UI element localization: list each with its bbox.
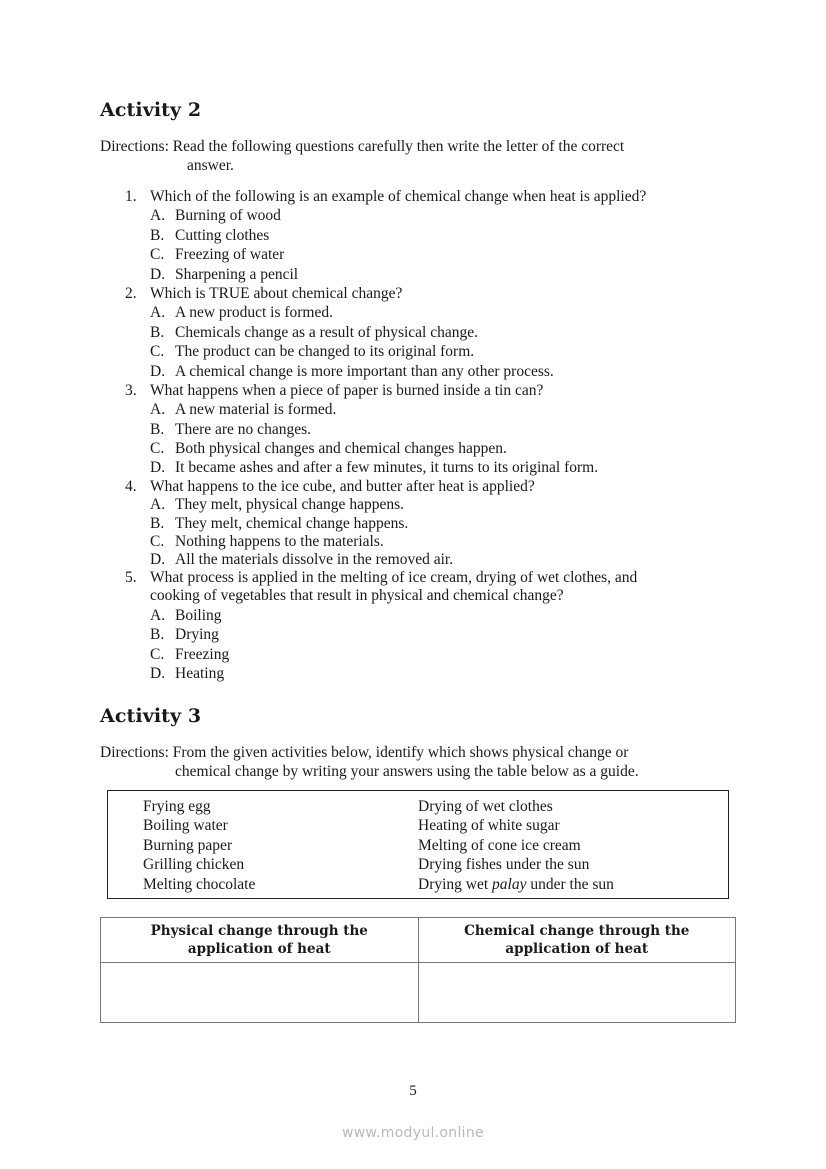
option-text: It became ashes and after a few minutes, it turns to its original form. bbox=[175, 459, 599, 477]
option bbox=[125, 664, 745, 683]
question-number: 2. bbox=[125, 284, 137, 302]
option-letter: B. bbox=[150, 626, 165, 644]
activity-text-italic: palay bbox=[492, 875, 527, 893]
activity-item: Heating of white sugar bbox=[418, 817, 560, 835]
activities-right-column bbox=[418, 797, 614, 894]
question-5 bbox=[125, 569, 745, 587]
option-letter: B. bbox=[150, 514, 165, 532]
option bbox=[125, 400, 745, 419]
option bbox=[125, 551, 745, 569]
activity-3-title: Activity 3 bbox=[100, 705, 202, 727]
option bbox=[125, 245, 745, 264]
option bbox=[125, 533, 745, 551]
option-text: Heating bbox=[175, 664, 225, 682]
option bbox=[125, 606, 745, 625]
option-text: Chemicals change as a result of physical change. bbox=[175, 323, 478, 341]
option-text: A new material is formed. bbox=[175, 401, 337, 419]
option-text: Sharpening a pencil bbox=[175, 265, 299, 283]
option bbox=[125, 265, 745, 284]
page-number: 5 bbox=[409, 1083, 417, 1099]
option bbox=[125, 515, 745, 533]
question-text: What process is applied in the melting of ice cream, drying of wet clothes, and bbox=[150, 569, 638, 587]
question-text: Which is TRUE about chemical change? bbox=[150, 284, 403, 302]
option-letter: C. bbox=[150, 440, 165, 458]
chemical-change-answer-cell[interactable] bbox=[418, 963, 736, 1023]
question-2 bbox=[125, 284, 745, 303]
option-letter: A. bbox=[150, 207, 166, 225]
activity-text: Drying wet bbox=[418, 875, 493, 893]
activity-2-directions bbox=[100, 137, 624, 175]
option-text: They melt, chemical change happens. bbox=[175, 514, 409, 532]
option-text: The product can be changed to its original form. bbox=[175, 343, 475, 361]
option-text: Both physical changes and chemical changes happen. bbox=[175, 440, 507, 458]
question-text: What happens when a piece of paper is burned inside a tin can? bbox=[150, 381, 544, 399]
watermark: www.modyul.online bbox=[342, 1125, 484, 1141]
question-3 bbox=[125, 381, 745, 400]
question-number: 4. bbox=[125, 477, 137, 495]
option-letter: C. bbox=[150, 246, 165, 264]
physical-change-header bbox=[101, 918, 419, 963]
option-letter: D. bbox=[150, 550, 166, 568]
option-text: A chemical change is more important than any other process. bbox=[175, 362, 554, 380]
option bbox=[125, 226, 745, 245]
option bbox=[125, 645, 745, 664]
option bbox=[125, 420, 745, 439]
option bbox=[125, 625, 745, 644]
activity-item: Drying fishes under the sun bbox=[418, 856, 590, 874]
option-text: Nothing happens to the materials. bbox=[175, 532, 384, 550]
activity-item: Drying of wet clothes bbox=[418, 798, 553, 815]
option-letter: A. bbox=[150, 401, 166, 419]
question-number: 3. bbox=[125, 381, 137, 399]
directions-text: Directions: Read the following questions carefully then write the letter of the correct bbox=[100, 138, 625, 155]
directions-text-cont: chemical change by writing your answers using the table below as a guide. bbox=[175, 763, 639, 780]
option-letter: D. bbox=[150, 459, 166, 477]
question-text: What happens to the ice cube, and butter after heat is applied? bbox=[150, 477, 535, 495]
physical-change-answer-cell[interactable] bbox=[101, 963, 419, 1023]
activity-3-directions bbox=[100, 743, 639, 781]
option bbox=[125, 206, 745, 225]
answer-table bbox=[100, 917, 736, 1023]
question-1 bbox=[125, 187, 745, 206]
question-list bbox=[125, 187, 745, 683]
header-line: Chemical change through the bbox=[464, 923, 690, 939]
option bbox=[125, 342, 745, 361]
option-letter: D. bbox=[150, 664, 166, 682]
activity-item: Melting of cone ice cream bbox=[418, 836, 581, 854]
option-letter: D. bbox=[150, 362, 166, 380]
chemical-change-header bbox=[418, 918, 736, 963]
option-letter: B. bbox=[150, 226, 165, 244]
header-line: application of heat bbox=[505, 941, 649, 957]
option-text: Boiling bbox=[175, 606, 222, 624]
option-letter: C. bbox=[150, 343, 165, 361]
option bbox=[125, 496, 745, 514]
activity-item: Burning paper bbox=[143, 836, 233, 854]
option-text: Freezing bbox=[175, 645, 230, 663]
option-letter: C. bbox=[150, 532, 165, 550]
option-letter: B. bbox=[150, 420, 165, 438]
option bbox=[125, 303, 745, 322]
activity-text: under the sun bbox=[526, 875, 614, 893]
question-4 bbox=[125, 478, 745, 497]
option-text: They melt, physical change happens. bbox=[175, 496, 404, 514]
header-line: Physical change through the bbox=[150, 923, 368, 939]
option-letter: A. bbox=[150, 304, 166, 322]
option bbox=[125, 458, 745, 477]
activity-item: Melting chocolate bbox=[143, 875, 256, 893]
option-letter: A. bbox=[150, 496, 166, 514]
option-text: All the materials dissolve in the removed air. bbox=[175, 550, 454, 568]
directions-text-cont: answer. bbox=[187, 157, 234, 174]
activity-item: Boiling water bbox=[143, 817, 228, 835]
activity-item: Frying egg bbox=[143, 798, 211, 815]
question-number: 1. bbox=[125, 188, 137, 205]
activities-left-column bbox=[143, 797, 255, 894]
option bbox=[125, 439, 745, 458]
question-text-cont: cooking of vegetables that result in physical and chemical change? bbox=[150, 587, 564, 605]
option-letter: A. bbox=[150, 606, 166, 624]
option-text: Freezing of water bbox=[175, 246, 285, 264]
option-text: A new product is formed. bbox=[175, 304, 333, 322]
header-line: application of heat bbox=[187, 941, 331, 957]
activity-item bbox=[418, 875, 614, 894]
activity-item: Grilling chicken bbox=[143, 856, 245, 874]
option-text: Burning of wood bbox=[175, 207, 281, 225]
directions-text: Directions: From the given activities below, identify which shows physical change or bbox=[100, 744, 629, 761]
option-text: Drying bbox=[175, 626, 219, 644]
option-letter: C. bbox=[150, 645, 165, 663]
activity-2-title: Activity 2 bbox=[100, 99, 202, 121]
option bbox=[125, 362, 745, 381]
option-letter: B. bbox=[150, 323, 165, 341]
question-number: 5. bbox=[125, 569, 137, 587]
question-text: Which of the following is an example of chemical change when heat is applied? bbox=[150, 188, 647, 205]
activities-box bbox=[107, 790, 729, 899]
option-text: There are no changes. bbox=[175, 420, 311, 438]
option bbox=[125, 323, 745, 342]
option-text: Cutting clothes bbox=[175, 226, 270, 244]
option-letter: D. bbox=[150, 265, 166, 283]
